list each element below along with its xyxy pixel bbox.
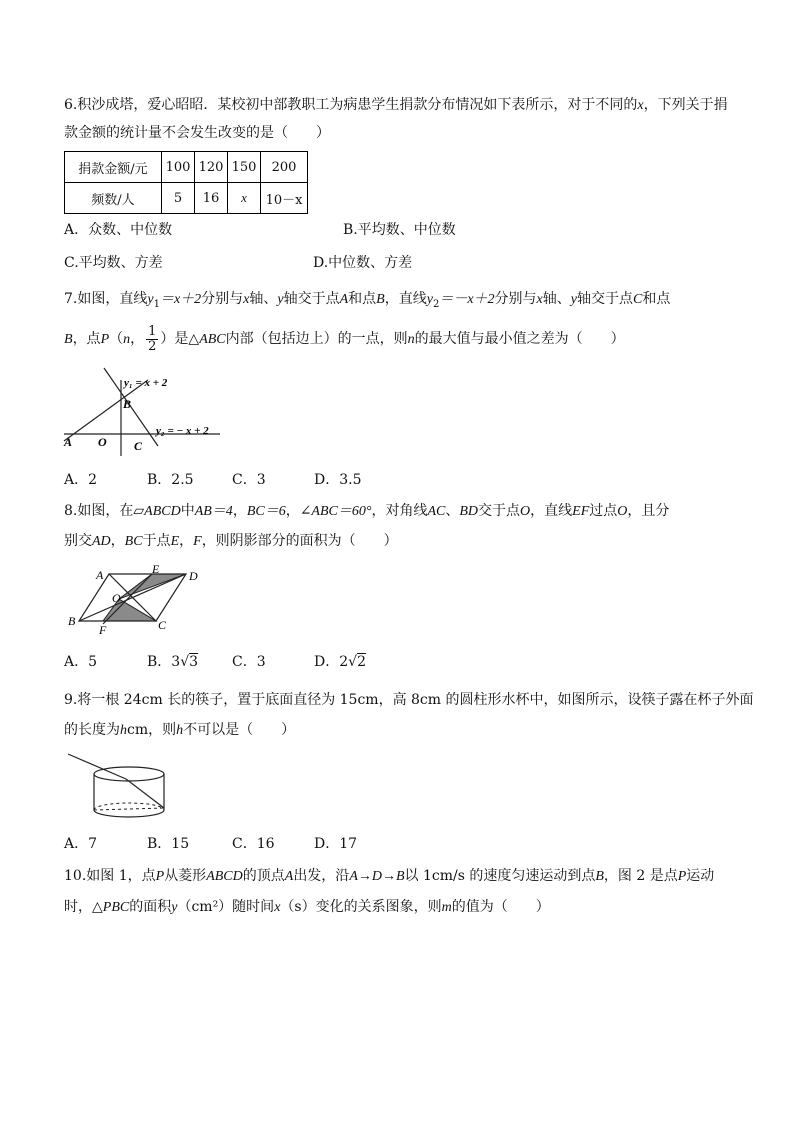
table-cell: 120 xyxy=(195,152,228,183)
q7-line1: 7.如图，直线$y_1=x+2$分别与x轴、y轴交于点A和点B，直线$y_2=-x+2$分别与x轴、y轴交于点C和点 xyxy=(64,291,671,310)
label-B: B xyxy=(68,614,76,628)
table-cell: 5 xyxy=(162,183,195,214)
q8-option-b[interactable]: B．3√3 xyxy=(147,654,199,670)
label-A: A xyxy=(96,568,104,582)
line-y1 xyxy=(64,380,148,441)
q9-option-c[interactable]: C．16 xyxy=(232,836,275,852)
table-cell: 150 xyxy=(228,152,261,183)
donation-table xyxy=(64,151,308,214)
q6-option-b[interactable]: B.平均数、中位数 xyxy=(343,222,456,238)
q7-figure xyxy=(60,366,240,458)
label-E: E xyxy=(152,562,160,576)
q6-option-a[interactable]: A．众数、中位数 xyxy=(64,222,173,238)
q7-option-d[interactable]: D．3.5 xyxy=(314,472,362,488)
q8-line1: 8.如图，在▱ABCD中AB＝4，BC＝6，∠ABC＝60°，对角线AC、BD交于点O，直线EF过点O，且分 xyxy=(64,503,670,519)
q6-line1: 6.积沙成塔，爱心昭昭．某校初中部教职工为病患学生捐款分布情况如下表所示，对于不同的x，下列关于捐 xyxy=(64,97,728,113)
q7-option-a[interactable]: A．2 xyxy=(64,472,98,488)
table-cell: 10－x xyxy=(261,183,308,214)
shaded-region-top xyxy=(119,574,186,599)
q8-option-d[interactable]: D．2√2 xyxy=(314,654,366,670)
label-D: D xyxy=(189,569,198,583)
cup-bottom-front xyxy=(94,810,164,817)
label-B: B xyxy=(123,397,132,411)
label-y1: y₁ = x + 2 xyxy=(124,377,168,389)
sqrt-icon: √ xyxy=(348,654,358,670)
q8-line2: 别交AD，BC于点E，F，则阴影部分的面积为（ ） xyxy=(64,533,398,549)
table-cell: 频数/人 xyxy=(65,183,162,214)
q6-line2: 款金额的统计量不会发生改变的是（ ） xyxy=(64,125,330,141)
chopstick-inside xyxy=(126,779,164,808)
chopstick-outside xyxy=(68,754,126,779)
label-O: O xyxy=(112,591,121,605)
q7-option-c[interactable]: C．3 xyxy=(232,472,266,488)
sqrt-icon: √ xyxy=(180,654,190,670)
table-row xyxy=(65,183,308,214)
table-cell: 200 xyxy=(261,152,308,183)
q8-figure xyxy=(66,562,216,638)
label-A: A xyxy=(64,435,73,449)
label-C: C xyxy=(158,618,167,632)
q9-figure xyxy=(64,750,184,825)
fraction-one-half: $\frac{1}{2}$ xyxy=(148,323,157,354)
q6-option-d[interactable]: D.中位数、方差 xyxy=(313,255,413,271)
label-C: C xyxy=(134,439,143,453)
q9-option-a[interactable]: A．7 xyxy=(64,836,98,852)
q8-option-c[interactable]: C．3 xyxy=(232,654,266,670)
label-y2: y₂ = − x + 2 xyxy=(156,425,209,437)
cup-diameter-dashed xyxy=(94,808,164,810)
table-cell: 捐款金额/元 xyxy=(65,152,162,183)
q7-line2: B，点P（n， $\frac{1}{2}$ ）是△ABC内部（包括边上）的一点，则n的最大值与最小值之差为（ ） xyxy=(64,323,625,354)
shaded-region-bottom xyxy=(103,599,156,621)
q9-line1: 9.将一根 24cm 长的筷子，置于底面直径为 15cm，高 8cm 的圆柱形水杯中，如图所示，设筷子露在杯子外面 xyxy=(64,692,754,708)
label-F: F xyxy=(99,623,107,637)
table-cell: x xyxy=(228,183,261,214)
q8-option-a[interactable]: A．5 xyxy=(64,654,98,670)
q10-line1: 10.如图 1，点P从菱形ABCD的顶点A出发，沿A→D→B以 1cm/s 的速度匀速运动到点B，图 2 是点P运动 xyxy=(64,868,715,884)
q10-line2: 时，△PBC的面积y（cm²）随时间x（s）变化的关系图象，则m的值为（ ） xyxy=(64,899,550,915)
q9-option-b[interactable]: B．15 xyxy=(147,836,190,852)
cup-bottom-back xyxy=(94,803,164,810)
table-cell: 16 xyxy=(195,183,228,214)
table-cell: 100 xyxy=(162,152,195,183)
q6-option-c[interactable]: C.平均数、方差 xyxy=(64,255,163,271)
label-O: O xyxy=(98,435,107,449)
q9-option-d[interactable]: D．17 xyxy=(314,836,358,852)
q7-option-b[interactable]: B．2.5 xyxy=(147,472,194,488)
table-row xyxy=(65,152,308,183)
q9-line2: 的长度为hcm，则h不可以是（ ） xyxy=(64,722,296,738)
